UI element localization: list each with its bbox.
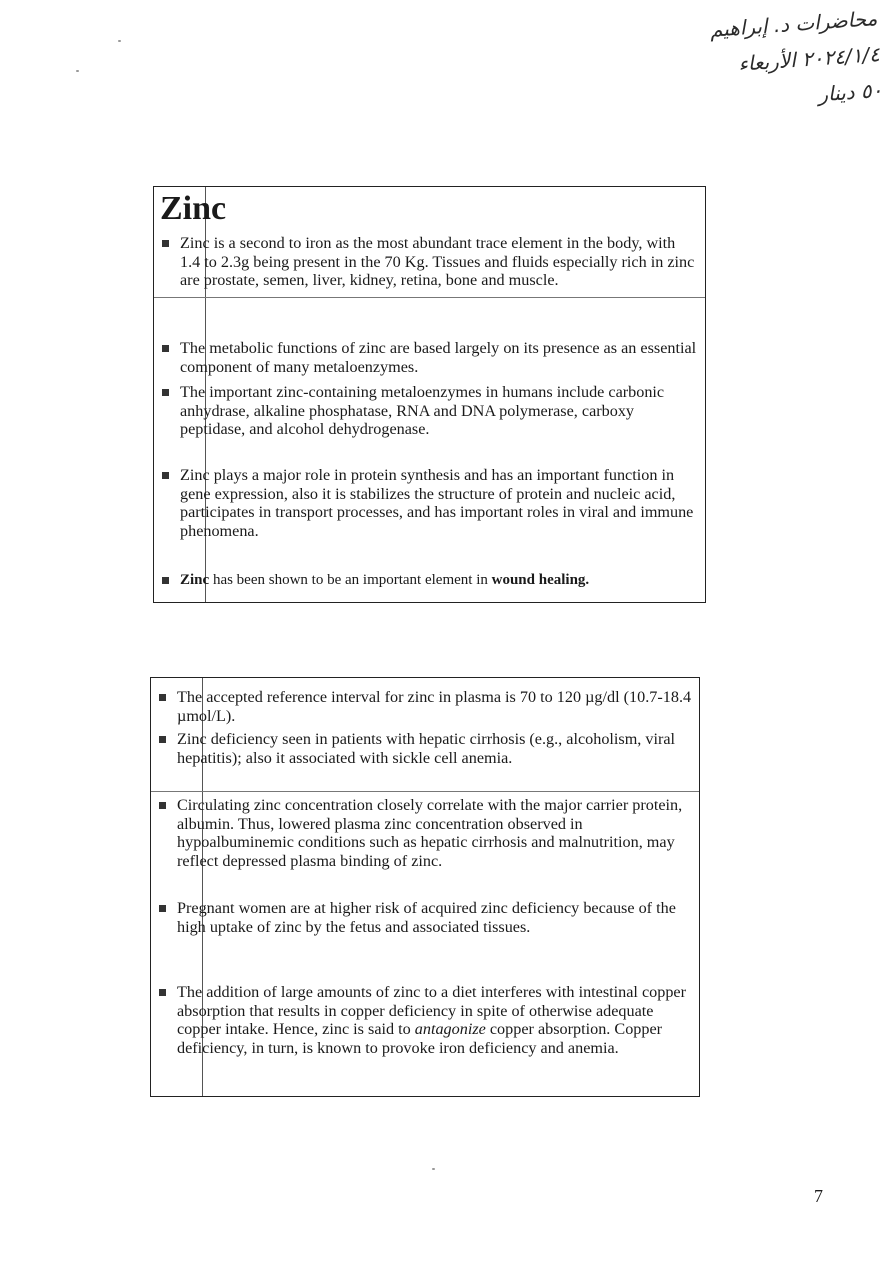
bullet-item-copper [177, 983, 693, 1057]
bullet-item: Circulating zinc concentration closely correlate with the major carrier protein, albumin. Thus, lowered plasma zinc concentration observed in hypoalbuminemic conditions such as hepatic cirrhosis and malnutrition, may reflect depressed plasma binding of zinc. [177, 796, 693, 870]
handwritten-note [647, 0, 884, 124]
slide-separator [151, 791, 699, 792]
slide-zinc-overview [153, 186, 706, 603]
bullet-item: Pregnant women are at higher risk of acquired zinc deficiency because of the high uptake of zinc by the fetus and associated tissues. [177, 899, 693, 936]
scan-speck [432, 1168, 435, 1170]
scan-speck [118, 40, 121, 42]
page-number: 7 [814, 1186, 823, 1206]
bullet-item: Zinc deficiency seen in patients with hepatic cirrhosis (e.g., alcoholism, viral hepatitis); also it associated with sickle cell anemia. [177, 730, 693, 767]
bullet-item: The important zinc-containing metaloenzymes in humans include carbonic anhydrase, alkaline phosphatase, RNA and DNA polymerase, carboxy peptidase, and alcohol dehydrogenase. [180, 383, 699, 439]
bullet-item: The accepted reference interval for zinc in plasma is 70 to 120 µg/dl (10.7-18.4 µmol/L). [177, 688, 692, 725]
slide-title: Zinc [160, 190, 227, 227]
bullet-text: The addition of large amounts of zinc to a diet interferes with intestinal copper absorption that results in copper deficiency in spite of otherwise adequate copper intake. Hence, zinc is said to [177, 983, 686, 1039]
slide-zinc-clinical [150, 677, 700, 1097]
bullet-prefix: Zinc [180, 572, 210, 588]
bullet-item: The metabolic functions of zinc are based largely on its presence as an essential component of many metaloenzymes. [180, 339, 699, 376]
scan-speck [76, 70, 79, 72]
bullet-item: Zinc is a second to iron as the most abundant trace element in the body, with 1.4 to 2.3g being present in the 70 Kg. Tissues and fluids especially rich in zinc are prostate, semen, liver, kidney, retina, bone and muscle. [180, 234, 699, 290]
bullet-emphasis: wound healing. [491, 572, 590, 588]
bullet-italic: antagonize [414, 1020, 486, 1039]
bullet-text: has been shown to be an important element in [209, 572, 492, 588]
bullet-item-wound-healing [180, 571, 699, 590]
handwritten-note-line3: ٥٠ دينار [817, 77, 884, 107]
bullet-text: copper absorption. Copper deficiency, in turn, is known to provoke iron deficiency and anemia. [177, 1020, 663, 1057]
handwritten-note-line2: ٢٠٢٤/١/٤ الأربعاء [737, 42, 881, 76]
bullet-item: Zinc plays a major role in protein synthesis and has an important function in gene expression, also it is stabilizes the structure of protein and nucleic acid, participates in transport processes, and has important roles in viral and immune phenomena. [180, 466, 699, 540]
handwritten-note-line1: محاضرات د. إبراهيم [709, 6, 879, 42]
slide-separator [154, 297, 705, 298]
